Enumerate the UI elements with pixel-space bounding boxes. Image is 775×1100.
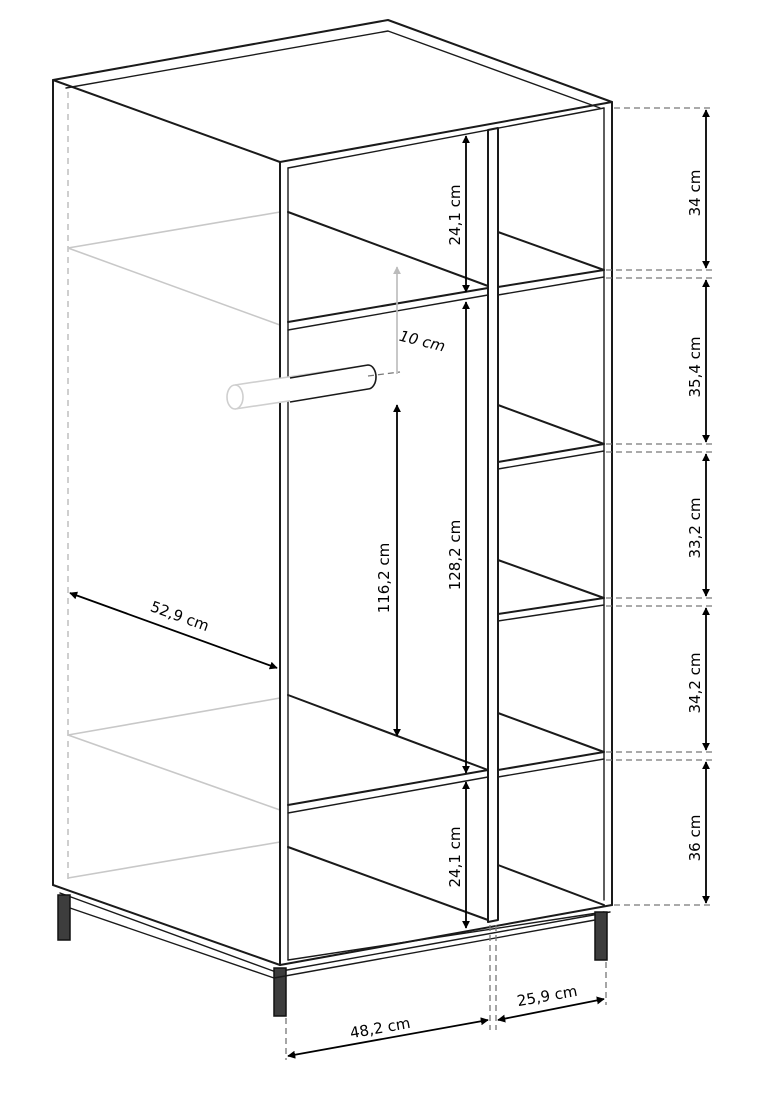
- shelf-2-height-label: 35,4 cm: [686, 336, 704, 398]
- depth-label: 52,9 cm: [147, 597, 212, 636]
- center-divider: [488, 128, 498, 922]
- shelf-3-height-label: 33,2 cm: [686, 497, 704, 559]
- left-section-width-label: 48,2 cm: [348, 1013, 412, 1043]
- hanging-space-height-label: 128,2 cm: [446, 519, 464, 591]
- shelf-1-height-label: 34 cm: [686, 169, 704, 217]
- shelf-4-height-label: 34,2 cm: [686, 652, 704, 714]
- hanging-rail: [227, 365, 400, 409]
- right-section-width-label: 25,9 cm: [515, 981, 579, 1011]
- right-shelves: [498, 232, 604, 905]
- top-compartment-height-label: 24,1 cm: [446, 184, 464, 246]
- cabinet-body: [53, 20, 612, 972]
- rail-to-shelf-label: 10 cm: [397, 326, 448, 356]
- below-rail-height-label: 116,2 cm: [375, 542, 393, 614]
- hidden-back-edges: [68, 92, 280, 880]
- shelf-5-height-label: 36 cm: [686, 814, 704, 862]
- bottom-compartment-height-label: 24,1 cm: [446, 826, 464, 888]
